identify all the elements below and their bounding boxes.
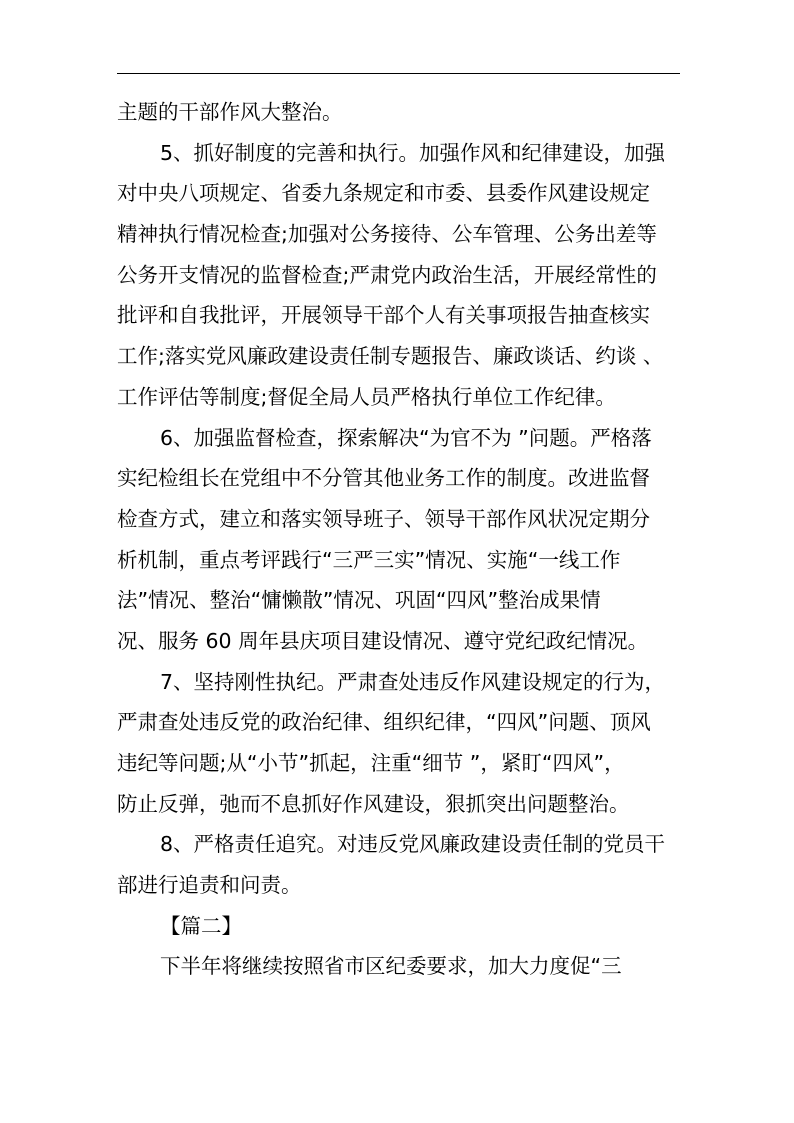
text-line: 法”情况、整治“慵懒散”情况、巩固“四风”整治成果情: [117, 588, 601, 613]
text-line: 下半年将继续按照省市区纪委要求，加大力度促“三: [160, 954, 622, 979]
text-line: 精神执行情况检查;加强对公务接待、公车管理、公务出差等: [117, 222, 657, 247]
text-line: 工作评估等制度;督促全局人员严格执行单位工作纪律。: [117, 384, 616, 409]
text-line: 批评和自我批评，开展领导干部个人有关事项报告抽查核实: [117, 303, 650, 328]
text-line: 严肃查处违反党的政治纪律、组织纪律，“四风”问题、顶风: [117, 710, 651, 735]
text-line: 实纪检组长在党组中不分管其他业务工作的制度。改进监督: [117, 466, 650, 491]
paragraph-7-heading-line: 7、坚持刚性执纪。严肃查处违反作风建设规定的行为，: [160, 669, 666, 694]
text-line: 违纪等问题;从“小节”抓起，注重“细节 ”，紧盯“四风”，: [117, 751, 625, 775]
text-line: 公务开支情况的监督检查;严肃党内政治生活，开展经常性的: [117, 262, 657, 287]
paragraph-8-heading-line: 8、严格责任追究。对违反党风廉政建设责任制的党员干: [160, 832, 666, 857]
text-line: 检查方式，建立和落实领导班子、领导干部作风状况定期分: [117, 506, 650, 531]
text-line: 对中央八项规定、省委九条规定和市委、县委作风建设规定: [117, 181, 650, 206]
header-rule: [117, 73, 680, 74]
paragraph-5-heading-line: 5、抓好制度的完善和执行。加强作风和纪律建设，加强: [160, 140, 666, 165]
document-body: [117, 92, 683, 987]
text-line: 部进行追责和问责。: [117, 873, 302, 898]
section-heading: 【篇二】: [160, 913, 242, 938]
text-line: 工作;落实党风廉政建设责任制专题报告、廉政谈话、约谈 、: [117, 344, 664, 369]
paragraph-6-heading-line: 6、加强监督检查，探索解决“为官不为 ”问题。严格落: [160, 425, 652, 450]
text-line: 况、服务 60 周年县庆项目建设情况、遵守党纪政纪情况。: [117, 628, 649, 653]
text-line: 析机制，重点考评践行“三严三实”情况、实施“一线工作: [117, 547, 621, 572]
text-line: 防止反弹，弛而不息抓好作风建设，狠抓突出问题整治。: [117, 791, 630, 816]
text-line: 主题的干部作风大整治。: [117, 100, 343, 124]
